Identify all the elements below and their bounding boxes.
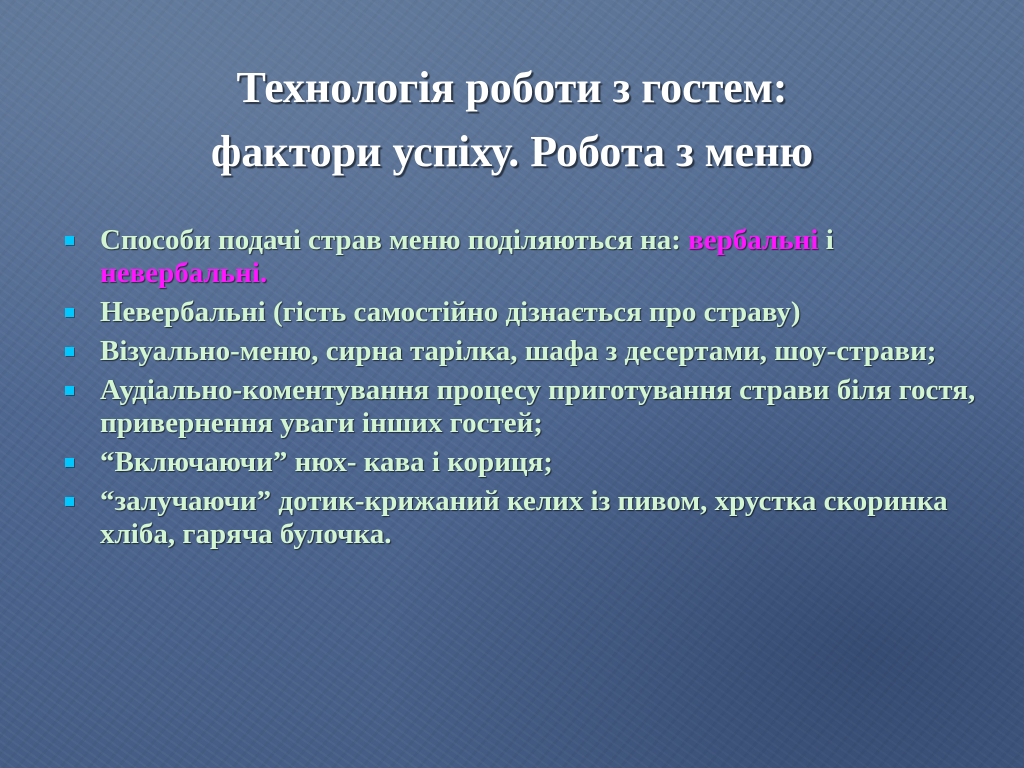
slide-title-line-1: Технологія роботи з гостем: [236, 63, 788, 112]
bullet-item-3 [62, 335, 982, 368]
bullet-item-1-emphasis-verbal: вербальні [688, 224, 819, 256]
bullet-item-5-text: “Включаючи” нюх- кава і кориця; [100, 446, 553, 478]
bullet-item-4 [62, 374, 982, 440]
square-bullet-icon [65, 386, 74, 395]
bullet-item-6 [62, 485, 982, 551]
bullet-item-2-text: Невербальні (гість самостійно дізнається про страву) [100, 296, 801, 328]
bullet-item-1 [62, 224, 982, 290]
bullet-item-1-conjunction: і [818, 224, 834, 256]
square-bullet-icon [65, 458, 74, 467]
bullet-item-1-emphasis-nonverbal: невербальні. [100, 257, 268, 289]
bullet-item-3-text: Візуально-меню, сирна тарілка, шафа з десертами, шоу-страви; [100, 335, 937, 367]
bullet-item-4-text: Аудіально-коментування процесу приготування страви біля гостя, привернення уваги інших гостей; [100, 374, 976, 439]
slide-title-line-2: фактори успіху. Робота з меню [210, 127, 814, 176]
square-bullet-icon [65, 347, 74, 356]
slide-title [40, 56, 984, 184]
square-bullet-icon [65, 236, 74, 245]
bullet-item-6-text: “залучаючи” дотик-крижаний келих із пивом, хрустка скоринка хліба, гаряча булочка. [100, 485, 948, 550]
bullet-list [62, 224, 982, 557]
bullet-item-1-text: Способи подачі страв меню поділяються на: [100, 224, 689, 256]
square-bullet-icon [65, 308, 74, 317]
bullet-item-2 [62, 296, 982, 329]
square-bullet-icon [65, 497, 74, 506]
bullet-item-5 [62, 446, 982, 479]
